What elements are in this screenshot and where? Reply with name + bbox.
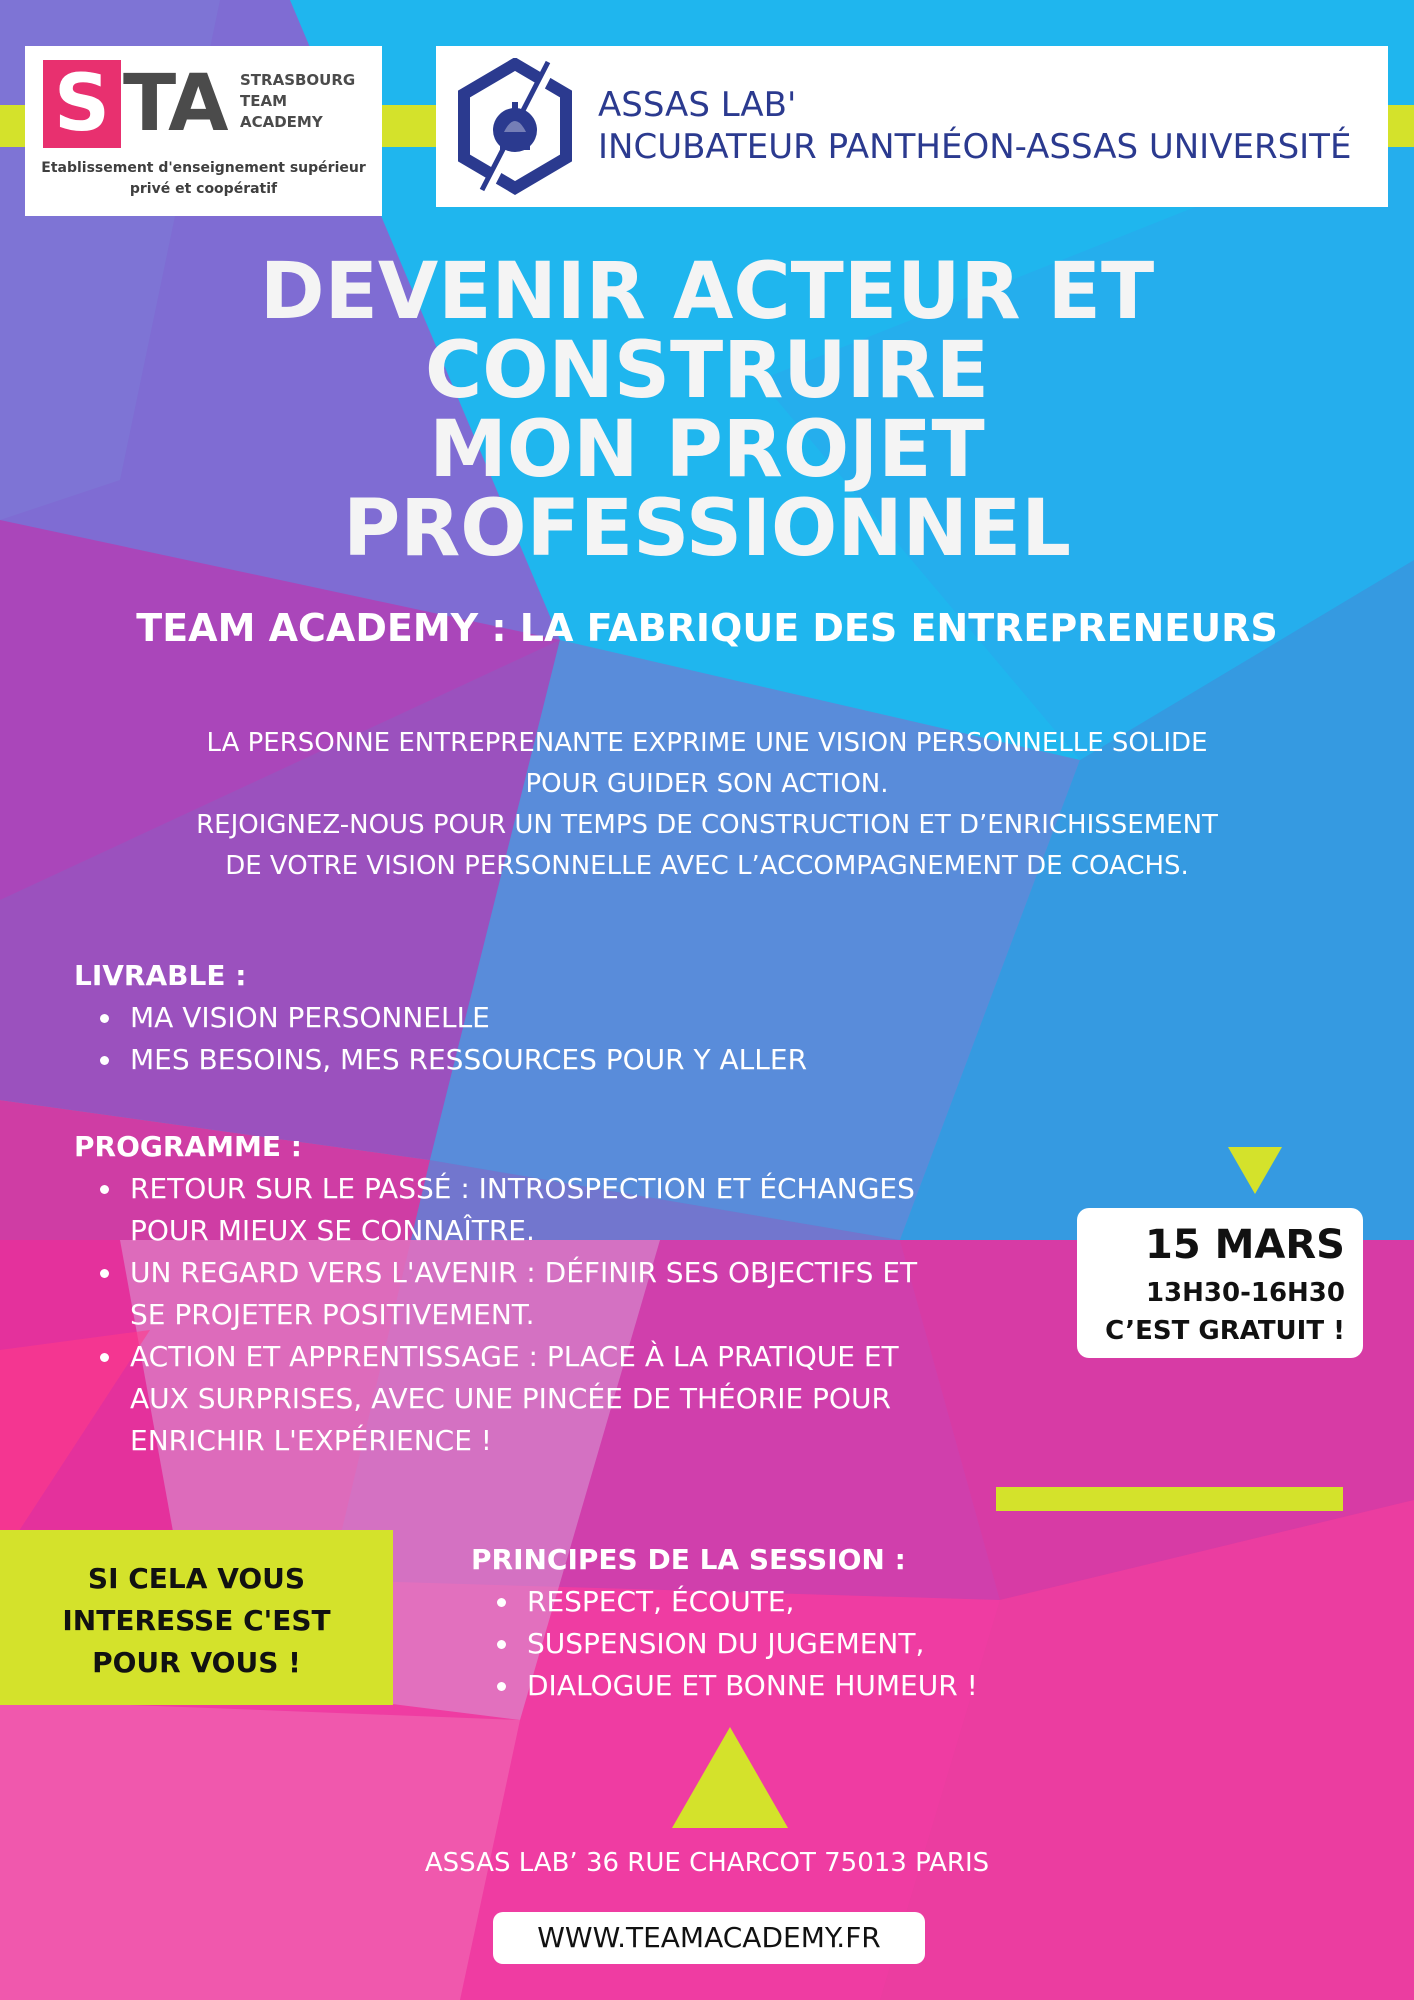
bullet-icon <box>100 1353 109 1362</box>
sta-name-line: ACADEMY <box>240 113 323 131</box>
programme-heading: PROGRAMME : <box>74 1130 302 1163</box>
sta-logo-ta: TA <box>123 59 227 149</box>
assas-lab-logo <box>436 46 1388 207</box>
livrable-list <box>74 997 1074 1081</box>
principes-heading: PRINCIPES DE LA SESSION : <box>471 1543 906 1576</box>
assas-hexagon-emblem-icon <box>456 58 574 196</box>
assas-lab-name: ASSAS LAB' <box>598 85 797 125</box>
bullet-icon <box>100 1185 109 1194</box>
event-price: C’EST GRATUIT ! <box>1105 1316 1345 1346</box>
livrable-heading: LIVRABLE : <box>74 959 247 992</box>
sta-logo-s: S <box>43 60 121 148</box>
cta-line: SI CELA VOUS <box>87 1562 306 1595</box>
livrable-item: MA VISION PERSONNELLE <box>130 1001 490 1034</box>
bullet-icon <box>100 1014 109 1023</box>
intro-line: REJOIGNEZ-NOUS POUR UN TEMPS DE CONSTRUCTION ET D’ENRICHISSEMENT <box>196 810 1218 840</box>
programme-item-line: RETOUR SUR LE PASSÉ : INTROSPECTION ET ÉCHANGES <box>130 1172 915 1205</box>
principe-item: SUSPENSION DU JUGEMENT, <box>527 1627 925 1660</box>
bullet-icon <box>100 1269 109 1278</box>
bullet-icon <box>100 1056 109 1065</box>
title-line: CONSTRUIRE <box>425 326 989 416</box>
event-address: ASSAS LAB’ 36 RUE CHARCOT 75013 PARIS <box>424 1848 990 1878</box>
sta-name-line: STRASBOURG <box>240 71 356 89</box>
list-item <box>74 1168 1074 1252</box>
bullet-icon <box>497 1682 506 1691</box>
lime-accent-bar-right <box>996 1487 1343 1511</box>
list-item <box>74 1336 1074 1462</box>
intro-line: DE VOTRE VISION PERSONNELLE AVEC L’ACCOMPAGNEMENT DE COACHS. <box>225 851 1189 881</box>
main-title <box>0 247 1414 574</box>
cta-line: POUR VOUS ! <box>92 1646 301 1679</box>
bullet-icon <box>497 1640 506 1649</box>
cta-line: INTERESSE C'EST <box>62 1604 331 1637</box>
title-line: PROFESSIONNEL <box>343 484 1071 574</box>
programme-item-line: AUX SURPRISES, AVEC UNE PINCÉE DE THÉORIE POUR <box>130 1382 891 1415</box>
event-date-card <box>1077 1208 1363 1358</box>
intro-paragraph <box>60 723 1354 887</box>
programme-item-line: POUR MIEUX SE CONNAÎTRE. <box>130 1214 535 1247</box>
programme-item-line: ACTION ET APPRENTISSAGE : PLACE À LA PRATIQUE ET <box>130 1340 899 1373</box>
sta-tagline-line: Etablissement d'enseignement supérieur <box>41 160 366 176</box>
call-to-action-text <box>0 1558 393 1684</box>
event-date: 15 MARS <box>1145 1222 1345 1268</box>
assas-lab-incubator: INCUBATEUR PANTHÉON-ASSAS UNIVERSITÉ <box>598 127 1352 167</box>
programme-item-line: UN REGARD VERS L'AVENIR : DÉFINIR SES OBJECTIFS ET <box>130 1256 918 1289</box>
title-line: DEVENIR ACTEUR ET <box>259 247 1155 337</box>
sta-logo <box>25 46 382 216</box>
programme-item-line: SE PROJETER POSITIVEMENT. <box>130 1298 535 1331</box>
list-item <box>74 1252 1074 1336</box>
intro-line: LA PERSONNE ENTREPRENANTE EXPRIME UNE VISION PERSONNELLE SOLIDE <box>206 728 1208 758</box>
event-time: 13H30-16H30 <box>1145 1278 1345 1308</box>
subtitle: TEAM ACADEMY : LA FABRIQUE DES ENTREPRENEURS <box>136 606 1278 650</box>
list-item <box>74 997 1074 1039</box>
list-item <box>471 1665 1371 1707</box>
website-url[interactable]: WWW.TEAMACADEMY.FR <box>537 1921 881 1954</box>
programme-list <box>74 1168 1074 1462</box>
sta-logo-name <box>240 70 380 133</box>
principe-item: DIALOGUE ET BONNE HUMEUR ! <box>527 1669 978 1702</box>
list-item <box>471 1623 1371 1665</box>
list-item <box>74 1039 1074 1081</box>
website-link[interactable] <box>493 1912 925 1964</box>
bullet-icon <box>497 1598 506 1607</box>
principe-item: RESPECT, ÉCOUTE, <box>527 1585 795 1618</box>
call-to-action-box <box>0 1530 393 1705</box>
programme-item-line: ENRICHIR L'EXPÉRIENCE ! <box>130 1424 493 1457</box>
sta-logo-tagline <box>33 158 374 200</box>
intro-line: POUR GUIDER SON ACTION. <box>525 769 889 799</box>
sta-name-line: TEAM <box>240 92 288 110</box>
list-item <box>471 1581 1371 1623</box>
livrable-item: MES BESOINS, MES RESSOURCES POUR Y ALLER <box>130 1043 808 1076</box>
title-line: MON PROJET <box>429 405 985 495</box>
sta-tagline-line: privé et coopératif <box>129 181 278 197</box>
principes-list <box>471 1581 1371 1707</box>
assas-lab-wordmark <box>598 84 1351 168</box>
